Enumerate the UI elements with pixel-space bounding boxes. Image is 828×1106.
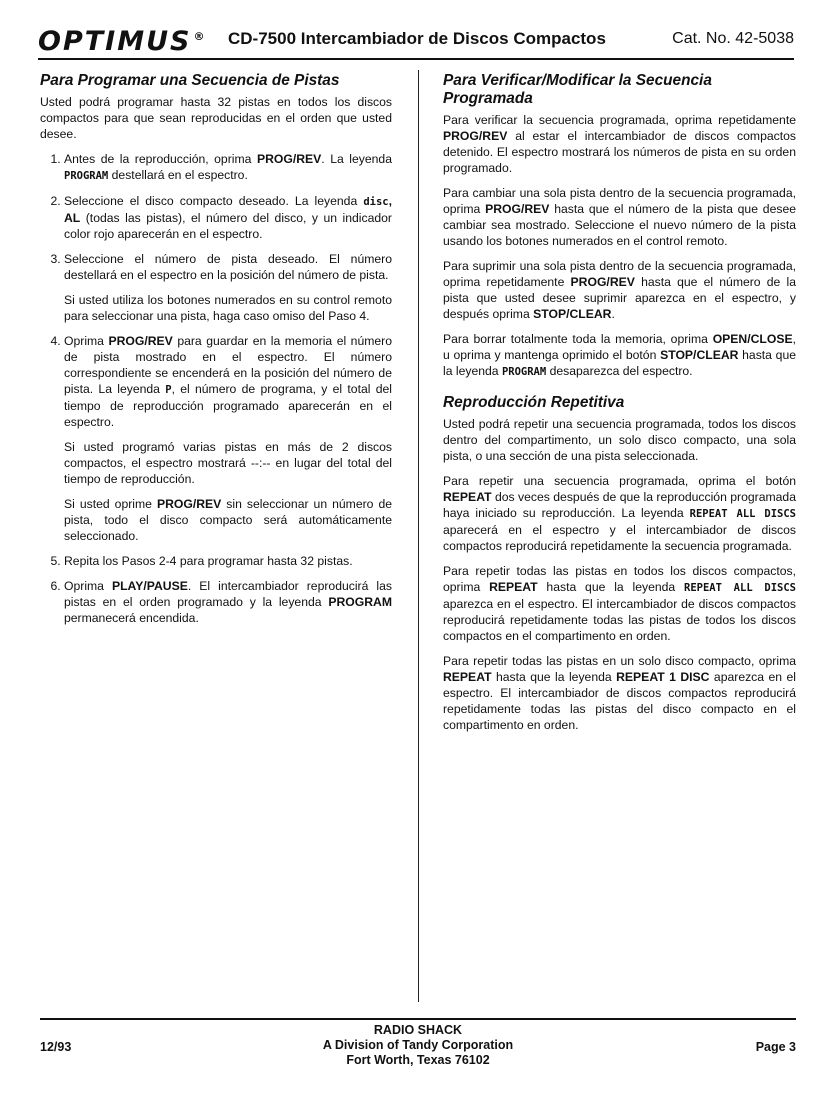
step-3: 3. Seleccione el número de pista deseado. El número destellará en el espectro en la posición del número de pista. Si usted utiliza los botones numerados en su control remoto para seleccionar una pista, haga caso omiso del Paso 4. — [64, 251, 392, 324]
step-6: 6. Oprima PLAY/PAUSE. El intercambiador reproducirá las pistas en el orden programado y la leyenda PROGRAM permanecerá encendida. — [64, 578, 392, 626]
step-2: 2. Seleccione el disco compacto deseado. La leyenda disc, AL (todas las pistas), el número del disco, y un indicador color rojo aparecerán en el espectro. — [64, 193, 392, 242]
step-1: 1. Antes de la reproducción, oprima PROG/REV. La leyenda PROGRAM destellará en el espectro. — [64, 151, 392, 184]
paragraph: Para repetir una secuencia programada, oprima el botón REPEAT dos veces después de que la reproducción programada haya iniciado su reproducción. La leyenda REPEAT ALL DISCS aparecerá en el espectro y el intercambiador de discos compactos reproducirá repetidamente la secuencia programada. — [443, 474, 796, 553]
publisher-address: Fort Worth, Texas 76102 — [346, 1053, 490, 1067]
section-heading-verify: Para Verificar/Modificar la Secuencia Programada — [443, 72, 712, 107]
brand-logo — [38, 22, 206, 57]
right-column — [443, 72, 796, 742]
step-5: 5. Repita los Pasos 2-4 para programar hasta 32 pistas. — [64, 553, 392, 569]
paragraph: Para verificar la secuencia programada, oprima repetidamente PROG/REV al estar el intercambiador de discos compactos detenido. El espectro mostrará los números de pista en su orden programado. — [443, 113, 796, 175]
publisher-name: RADIO SHACK — [373, 1023, 463, 1037]
key-label: PROG/REV — [156, 497, 222, 511]
brand-name: OPTIMUS — [38, 26, 192, 57]
key-label: PROG/REV — [256, 152, 322, 166]
registered-mark: ® — [193, 30, 207, 43]
publisher-division: A Division of Tandy Corporation — [322, 1038, 514, 1052]
paragraph: Para repetir todas las pistas en un solo disco compacto, oprima REPEAT hasta que la leyenda REPEAT 1 DISC aparezca en el espectro. El intercambiador de discos compactos reproducirá repetidamente todas las pistas del disco compacto en el compartimento en orden. — [443, 654, 797, 732]
section-heading-repeat: Reproducción Repetitiva — [443, 394, 625, 411]
catalog-number: Cat. No. 42-5038 — [672, 30, 794, 47]
step-note: Si usted oprime PROG/REV sin seleccionar un número de pista, todo el disco compacto será automáticamente seleccionado. — [64, 497, 392, 543]
key-label: PLAY/PAUSE — [111, 579, 188, 593]
paragraph: Para suprimir una sola pista dentro de la secuencia programada, oprima repetidamente PROG/REV hasta que el número de la pista que usted desee suprimir aparezca en el espectro, y después oprima STOP/CLEAR. — [443, 259, 796, 321]
section-heading-program: Para Programar una Secuencia de Pistas — [40, 72, 340, 89]
column-divider — [418, 70, 419, 1002]
paragraph: Para cambiar una sola pista dentro de la secuencia programada, oprima PROG/REV hasta que el número de la pista que desee cambiar sea mostrado. Seleccione el nuevo número de la pista usando los botones numerados en el control remoto. — [443, 186, 797, 248]
page-header — [38, 22, 794, 60]
lcd-text: disc — [363, 196, 389, 208]
paragraph: Para borrar totalmente toda la memoria, oprima OPEN/CLOSE, u oprima y mantenga oprimido el botón STOP/CLEAR hasta que la leyenda PROGRAM desaparezca del espectro. — [443, 332, 797, 378]
paragraph: Para repetir todas las pistas en todos los discos compactos, oprima REPEAT hasta que la leyenda REPEAT ALL DISCS aparezca en el espectro. El intercambiador de discos compactos reproducirá repetidamente todas las pistas de todos los discos compactos en el compartimento en orden. — [443, 564, 796, 643]
paragraph: Usted podrá repetir una secuencia programada, todos los discos dentro del compartimento, un solo disco compacto, una sola pista, o una sección de una pista seleccionada. — [443, 417, 796, 463]
left-column — [40, 72, 392, 635]
page-footer — [40, 1018, 796, 1072]
program-steps — [40, 151, 392, 626]
footer-publisher — [40, 1023, 796, 1068]
key-label: PROG/REV — [108, 334, 173, 348]
document-title: CD-7500 Intercambiador de Discos Compactos — [228, 29, 606, 48]
page-number: Page 3 — [755, 1040, 796, 1054]
program-intro: Usted podrá programar hasta 32 pistas en todos los discos compactos para que sean reproducidas en el orden que usted desee. — [40, 95, 392, 141]
lcd-text: PROGRAM — [64, 170, 109, 182]
step-note: Si usted programó varias pistas en más de 2 discos compactos, el espectro mostrará --:-- en lugar del total del tiempo de reproducción. — [64, 440, 392, 486]
lcd-text: P — [165, 384, 172, 396]
key-label: PROGRAM — [328, 595, 392, 609]
step-note: Si usted utiliza los botones numerados en su control remoto para seleccionar una pista, haga caso omiso del Paso 4. — [64, 293, 392, 323]
footer-date: 12/93 — [40, 1040, 72, 1054]
key-label: , AL — [64, 194, 392, 225]
step-4: 4. Oprima PROG/REV para guardar en la memoria el número de pista mostrado en el espectro. El número correspondiente se encenderá en la posición del número de pista. La leyenda P, el número de programa, y el total del tiempo de reproducción programado aparecerán en el espectro. Si usted programó varias pistas en más de 2 discos compactos, el espectro mostrará --:-- en lugar del total del tiempo de reproducción. Si usted oprime PROG/REV sin seleccionar un número de pista, todo el disco compacto será automáticamente seleccionado. — [64, 333, 392, 544]
